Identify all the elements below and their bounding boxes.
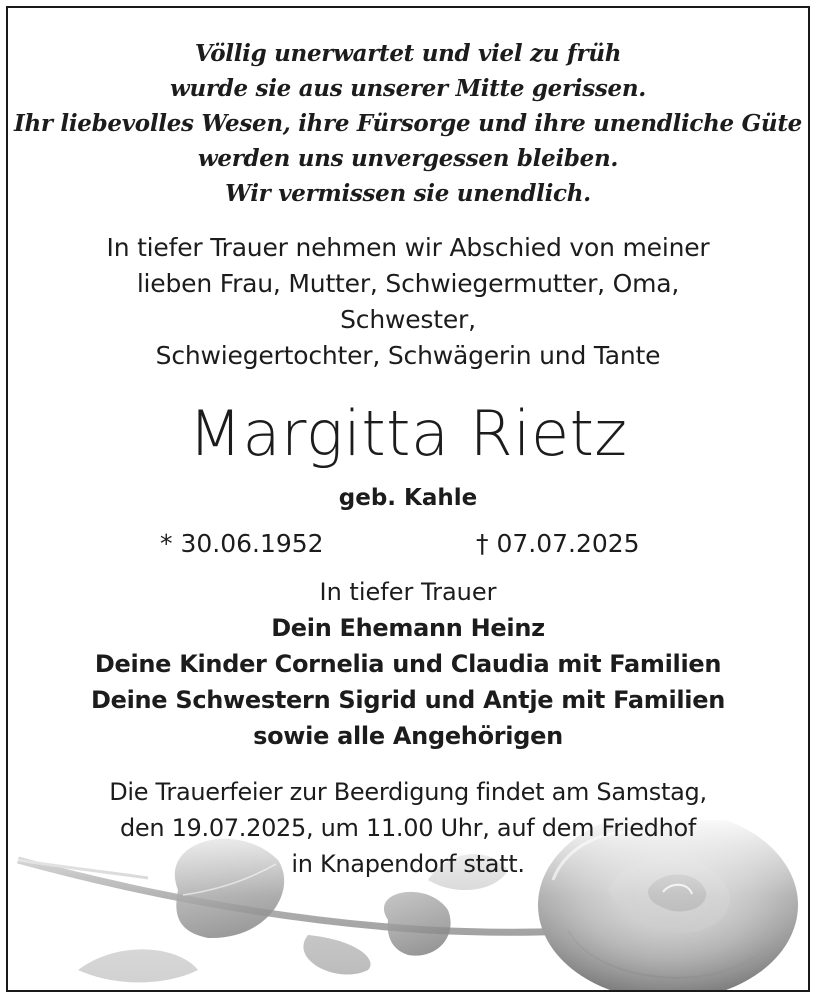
funeral-line: in Knapendorf statt. [291, 850, 525, 878]
funeral-line: Die Trauerfeier zur Beerdigung findet am Samstag, [109, 778, 707, 806]
verse-line: Völlig unerwartet und viel zu früh [194, 40, 622, 67]
funeral-line: den 19.07.2025, um 11.00 Uhr, auf dem Friedhof [119, 814, 697, 842]
mourner-line: Deine Kinder Cornelia und Claudia mit Familien [94, 650, 722, 678]
intro-line: In tiefer Trauer nehmen wir Abschied von meiner [106, 233, 710, 262]
death-date: † 07.07.2025 [476, 529, 640, 558]
obituary-frame [6, 6, 810, 992]
deceased-name: Margitta Rietz [188, 397, 628, 470]
farewell-intro [8, 230, 808, 374]
mourner-line: sowie alle Angehörigen [253, 722, 563, 750]
intro-line: Schwester, [340, 305, 476, 334]
funeral-notice [8, 774, 808, 882]
mourners-heading: In tiefer Trauer [319, 578, 497, 606]
mourners-list [8, 574, 808, 754]
mourner-line: Deine Schwestern Sigrid und Antje mit Familien [91, 686, 725, 714]
intro-line: Schwiegertochter, Schwägerin und Tante [155, 341, 661, 370]
verse-line: Wir vermissen sie unendlich. [225, 180, 591, 207]
verse-line: Ihr liebevolles Wesen, ihre Fürsorge und ihre unendliche Güte [13, 110, 802, 137]
memorial-verse [8, 36, 808, 211]
birth-name: geb. Kahle [338, 485, 478, 511]
birth-date: * 30.06.1952 [160, 529, 324, 558]
verse-line: werden uns unvergessen bleiben. [197, 145, 619, 172]
verse-line: wurde sie aus unserer Mitte gerissen. [170, 75, 646, 102]
mourner-line: Dein Ehemann Heinz [271, 614, 545, 642]
intro-line: lieben Frau, Mutter, Schwiegermutter, Oma, [136, 269, 680, 298]
